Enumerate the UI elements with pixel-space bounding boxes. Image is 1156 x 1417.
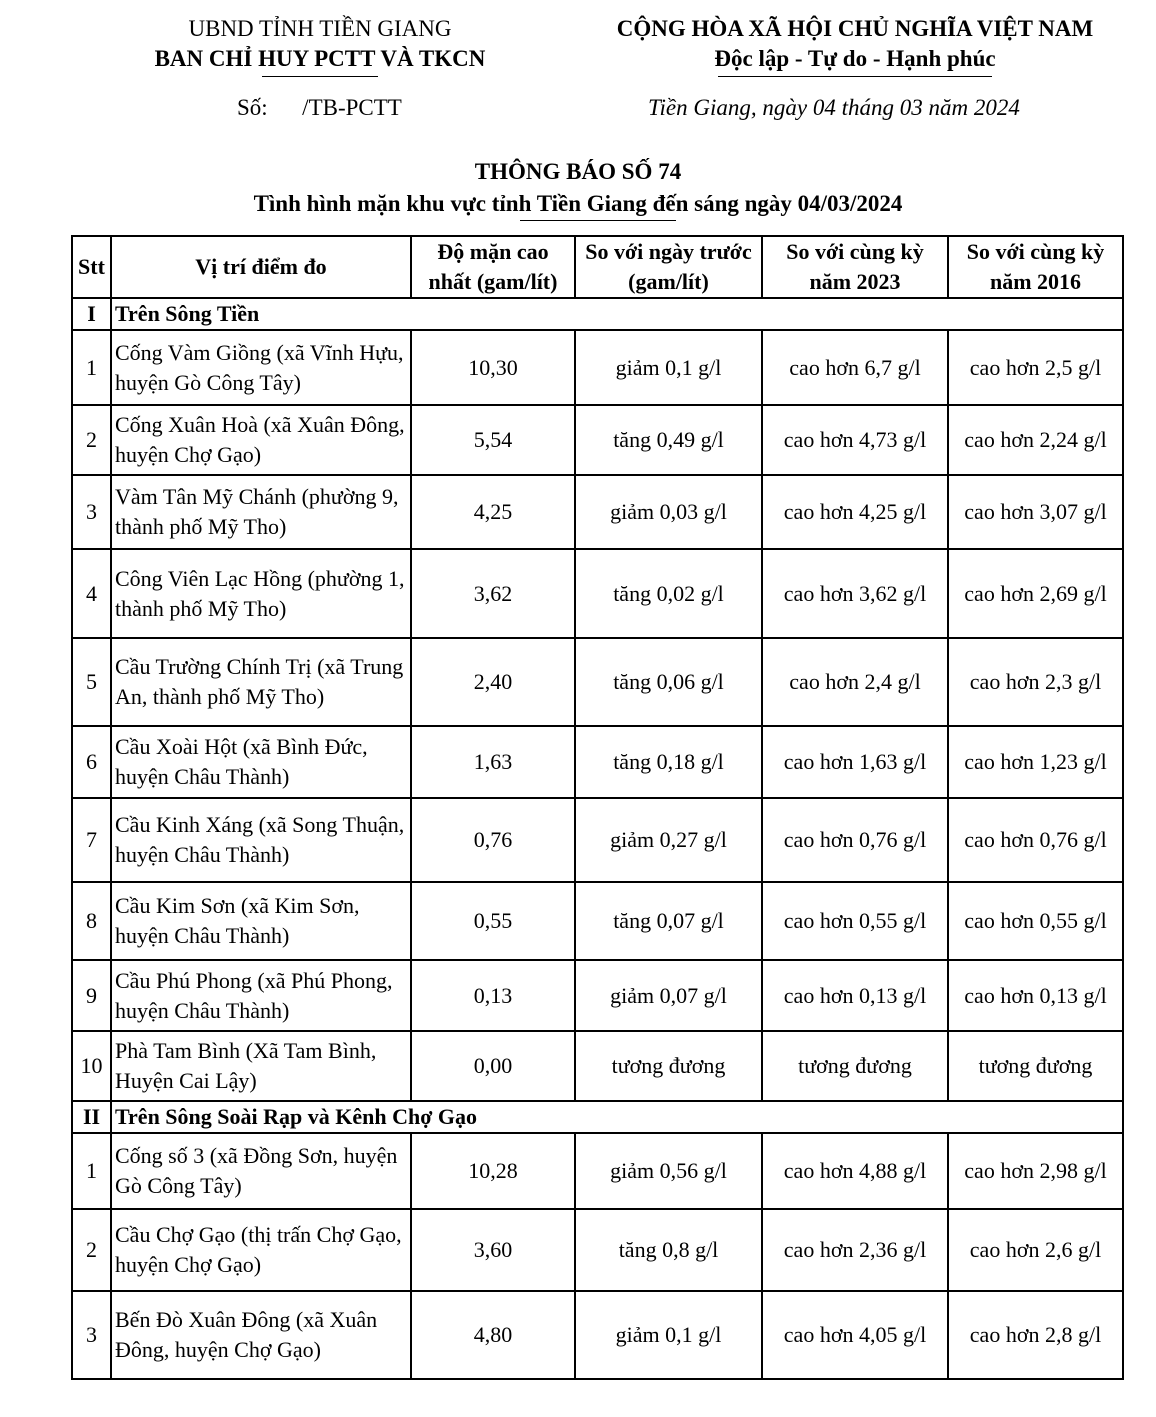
cell-vs-2016: cao hơn 2,3 g/l [948,638,1123,726]
cell-location: Cầu Chợ Gạo (thị trấn Chợ Gạo, huyện Chợ Gạo) [111,1209,411,1291]
cell-stt: 2 [72,405,111,475]
cell-vs-2016: cao hơn 2,5 g/l [948,330,1123,405]
cell-max-salinity: 0,55 [411,882,575,960]
table-header-row [72,236,1123,298]
cell-max-salinity: 3,60 [411,1209,575,1291]
cell-stt: 1 [72,1133,111,1209]
table-row [72,405,1123,475]
cell-max-salinity: 0,00 [411,1031,575,1101]
cell-vs-2016: cao hơn 2,69 g/l [948,549,1123,638]
cell-vs-2023: cao hơn 2,4 g/l [762,638,948,726]
cell-vs-2023: cao hơn 4,25 g/l [762,475,948,549]
cell-stt: 8 [72,882,111,960]
cell-stt: 1 [72,330,111,405]
cell-stt: 6 [72,726,111,798]
header-max-salinity: Độ mặn cao nhất (gam/lít) [411,236,575,298]
cell-vs-2016: cao hơn 2,24 g/l [948,405,1123,475]
cell-vs-2016: cao hơn 2,6 g/l [948,1209,1123,1291]
cell-max-salinity: 10,28 [411,1133,575,1209]
table-row [72,638,1123,726]
cell-vs-prev-day: tăng 0,06 g/l [575,638,762,726]
cell-vs-2023: cao hơn 1,63 g/l [762,726,948,798]
cell-vs-prev-day: giảm 0,1 g/l [575,330,762,405]
cell-vs-2016: cao hơn 3,07 g/l [948,475,1123,549]
cell-location: Cầu Trường Chính Trị (xã Trung An, thành phố Mỹ Tho) [111,638,411,726]
header-stt: Stt [72,236,111,298]
cell-vs-2023: cao hơn 4,73 g/l [762,405,948,475]
section-row [72,1101,1123,1133]
cell-stt: 2 [72,1209,111,1291]
cell-vs-2016: cao hơn 0,76 g/l [948,798,1123,882]
motto-underline [718,76,992,77]
document-number: Số: /TB-PCTT [237,95,402,120]
header-vs-prev-day: So với ngày trước (gam/lít) [575,236,762,298]
place-date: Tiền Giang, ngày 04 tháng 03 năm 2024 [648,95,1020,120]
cell-location: Cầu Phú Phong (xã Phú Phong, huyện Châu Thành) [111,960,411,1031]
cell-vs-2016: tương đương [948,1031,1123,1101]
header-location: Vị trí điểm đo [111,236,411,298]
cell-stt: 10 [72,1031,111,1101]
cell-location: Cống Vàm Giồng (xã Vĩnh Hựu, huyện Gò Công Tây) [111,330,411,405]
header-vs-2023: So với cùng kỳ năm 2023 [762,236,948,298]
issuing-agency [120,14,520,74]
table-row [72,1031,1123,1101]
cell-vs-prev-day: tăng 0,49 g/l [575,405,762,475]
cell-vs-prev-day: giảm 0,1 g/l [575,1291,762,1379]
cell-stt: 3 [72,475,111,549]
cell-vs-2023: cao hơn 3,62 g/l [762,549,948,638]
cell-vs-2023: cao hơn 0,13 g/l [762,960,948,1031]
national-motto [575,14,1135,74]
section-title: Trên Sông Tiền [111,298,1123,330]
document-title [0,156,1156,220]
nation-line-2: Độc lập - Tự do - Hạnh phúc [714,46,996,71]
cell-vs-2016: cao hơn 0,13 g/l [948,960,1123,1031]
cell-stt: 4 [72,549,111,638]
agency-line-2: BAN CHỈ HUY PCTT VÀ TKCN [154,46,486,71]
nation-line-1: CỘNG HÒA XÃ HỘI CHỦ NGHĨA VIỆT NAM [616,16,1094,41]
cell-location: Cầu Xoài Hột (xã Bình Đức, huyện Châu Thành) [111,726,411,798]
cell-stt: 3 [72,1291,111,1379]
cell-vs-2023: cao hơn 4,05 g/l [762,1291,948,1379]
table-row [72,798,1123,882]
cell-location: Cầu Kinh Xáng (xã Song Thuận, huyện Châu Thành) [111,798,411,882]
cell-location: Cống Xuân Hoà (xã Xuân Đông, huyện Chợ Gạo) [111,405,411,475]
agency-line-1: UBND TỈNH TIỀN GIANG [188,16,452,41]
table-body [72,298,1123,1379]
cell-vs-2023: cao hơn 4,88 g/l [762,1133,948,1209]
title-line-2: Tình hình mặn khu vực tỉnh Tiền Giang đến sáng ngày 04/03/2024 [253,191,903,216]
cell-max-salinity: 4,25 [411,475,575,549]
cell-max-salinity: 5,54 [411,405,575,475]
cell-vs-prev-day: giảm 0,07 g/l [575,960,762,1031]
header-vs-2016: So với cùng kỳ năm 2016 [948,236,1123,298]
cell-vs-prev-day: tăng 0,8 g/l [575,1209,762,1291]
cell-vs-prev-day: giảm 0,03 g/l [575,475,762,549]
cell-vs-2023: tương đương [762,1031,948,1101]
cell-vs-prev-day: giảm 0,27 g/l [575,798,762,882]
table-row [72,960,1123,1031]
cell-location: Bến Đò Xuân Đông (xã Xuân Đông, huyện Chợ Gạo) [111,1291,411,1379]
cell-vs-prev-day: giảm 0,56 g/l [575,1133,762,1209]
table-row [72,726,1123,798]
cell-max-salinity: 10,30 [411,330,575,405]
table-row [72,475,1123,549]
cell-vs-2016: cao hơn 0,55 g/l [948,882,1123,960]
section-number: I [72,298,111,330]
cell-vs-prev-day: tăng 0,02 g/l [575,549,762,638]
table-row [72,330,1123,405]
cell-location: Cầu Kim Sơn (xã Kim Sơn, huyện Châu Thành) [111,882,411,960]
salinity-table [71,235,1124,1380]
cell-vs-prev-day: tương đương [575,1031,762,1101]
cell-max-salinity: 3,62 [411,549,575,638]
table-row [72,1133,1123,1209]
cell-stt: 5 [72,638,111,726]
cell-stt: 7 [72,798,111,882]
title-line-1: THÔNG BÁO SỐ 74 [474,159,682,184]
cell-max-salinity: 2,40 [411,638,575,726]
cell-max-salinity: 0,76 [411,798,575,882]
cell-vs-2023: cao hơn 6,7 g/l [762,330,948,405]
cell-vs-2023: cao hơn 2,36 g/l [762,1209,948,1291]
cell-vs-2023: cao hơn 0,76 g/l [762,798,948,882]
table-row [72,882,1123,960]
cell-vs-2016: cao hơn 2,8 g/l [948,1291,1123,1379]
cell-max-salinity: 1,63 [411,726,575,798]
cell-vs-2016: cao hơn 2,98 g/l [948,1133,1123,1209]
cell-location: Vàm Tân Mỹ Chánh (phường 9, thành phố Mỹ Tho) [111,475,411,549]
agency-underline [262,76,378,77]
cell-max-salinity: 4,80 [411,1291,575,1379]
title-underline [520,220,676,221]
cell-vs-prev-day: tăng 0,18 g/l [575,726,762,798]
cell-max-salinity: 0,13 [411,960,575,1031]
section-row [72,298,1123,330]
cell-stt: 9 [72,960,111,1031]
table-row [72,1209,1123,1291]
cell-vs-prev-day: tăng 0,07 g/l [575,882,762,960]
cell-location: Cống số 3 (xã Đồng Sơn, huyện Gò Công Tây) [111,1133,411,1209]
cell-vs-2023: cao hơn 0,55 g/l [762,882,948,960]
table-row [72,1291,1123,1379]
section-number: II [72,1101,111,1133]
section-title: Trên Sông Soài Rạp và Kênh Chợ Gạo [111,1101,1123,1133]
cell-location: Phà Tam Bình (Xã Tam Bình, Huyện Cai Lậy) [111,1031,411,1101]
cell-vs-2016: cao hơn 1,23 g/l [948,726,1123,798]
cell-location: Công Viên Lạc Hồng (phường 1, thành phố Mỹ Tho) [111,549,411,638]
table-row [72,549,1123,638]
